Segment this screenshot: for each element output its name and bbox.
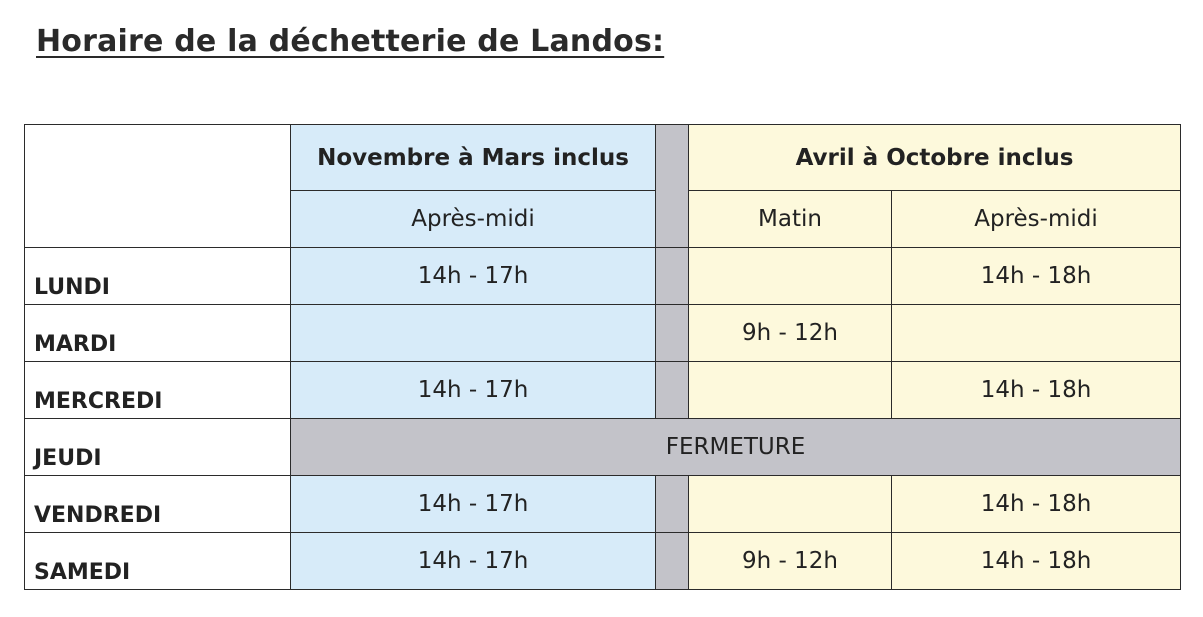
table-row	[25, 362, 1181, 419]
separator-cell	[656, 476, 689, 533]
separator-cell	[656, 533, 689, 590]
day-label: SAMEDI	[25, 533, 291, 590]
period-header-summer: Avril à Octobre inclus	[689, 125, 1181, 191]
summer-morning-cell: 9h - 12h	[689, 533, 892, 590]
table-row	[25, 305, 1181, 362]
closed-cell: FERMETURE	[291, 419, 1181, 476]
separator-cell	[656, 305, 689, 362]
day-label: LUNDI	[25, 248, 291, 305]
table-row	[25, 533, 1181, 590]
winter-afternoon-header: Après-midi	[291, 191, 656, 248]
winter-hours-cell: 14h - 17h	[291, 362, 656, 419]
summer-morning-cell	[689, 248, 892, 305]
schedule-table	[24, 124, 1181, 590]
table-row	[25, 476, 1181, 533]
header-row	[25, 125, 1181, 191]
winter-hours-cell: 14h - 17h	[291, 533, 656, 590]
winter-hours-cell: 14h - 17h	[291, 248, 656, 305]
table-row	[25, 248, 1181, 305]
page-title: Horaire de la déchetterie de Landos:	[36, 24, 665, 59]
summer-afternoon-cell	[892, 305, 1181, 362]
separator-cell	[656, 125, 689, 248]
separator-cell	[656, 362, 689, 419]
corner-cell	[25, 125, 291, 248]
table-row	[25, 419, 1181, 476]
summer-afternoon-cell: 14h - 18h	[892, 248, 1181, 305]
winter-hours-cell	[291, 305, 656, 362]
day-label: VENDREDI	[25, 476, 291, 533]
summer-afternoon-cell: 14h - 18h	[892, 362, 1181, 419]
day-label: JEUDI	[25, 419, 291, 476]
summer-morning-cell: 9h - 12h	[689, 305, 892, 362]
summer-afternoon-cell: 14h - 18h	[892, 533, 1181, 590]
summer-morning-header: Matin	[689, 191, 892, 248]
winter-hours-cell: 14h - 17h	[291, 476, 656, 533]
day-label: MARDI	[25, 305, 291, 362]
summer-afternoon-cell: 14h - 18h	[892, 476, 1181, 533]
day-label: MERCREDI	[25, 362, 291, 419]
period-header-winter: Novembre à Mars inclus	[291, 125, 656, 191]
summer-morning-cell	[689, 362, 892, 419]
summer-morning-cell	[689, 476, 892, 533]
separator-cell	[656, 248, 689, 305]
summer-afternoon-header: Après-midi	[892, 191, 1181, 248]
